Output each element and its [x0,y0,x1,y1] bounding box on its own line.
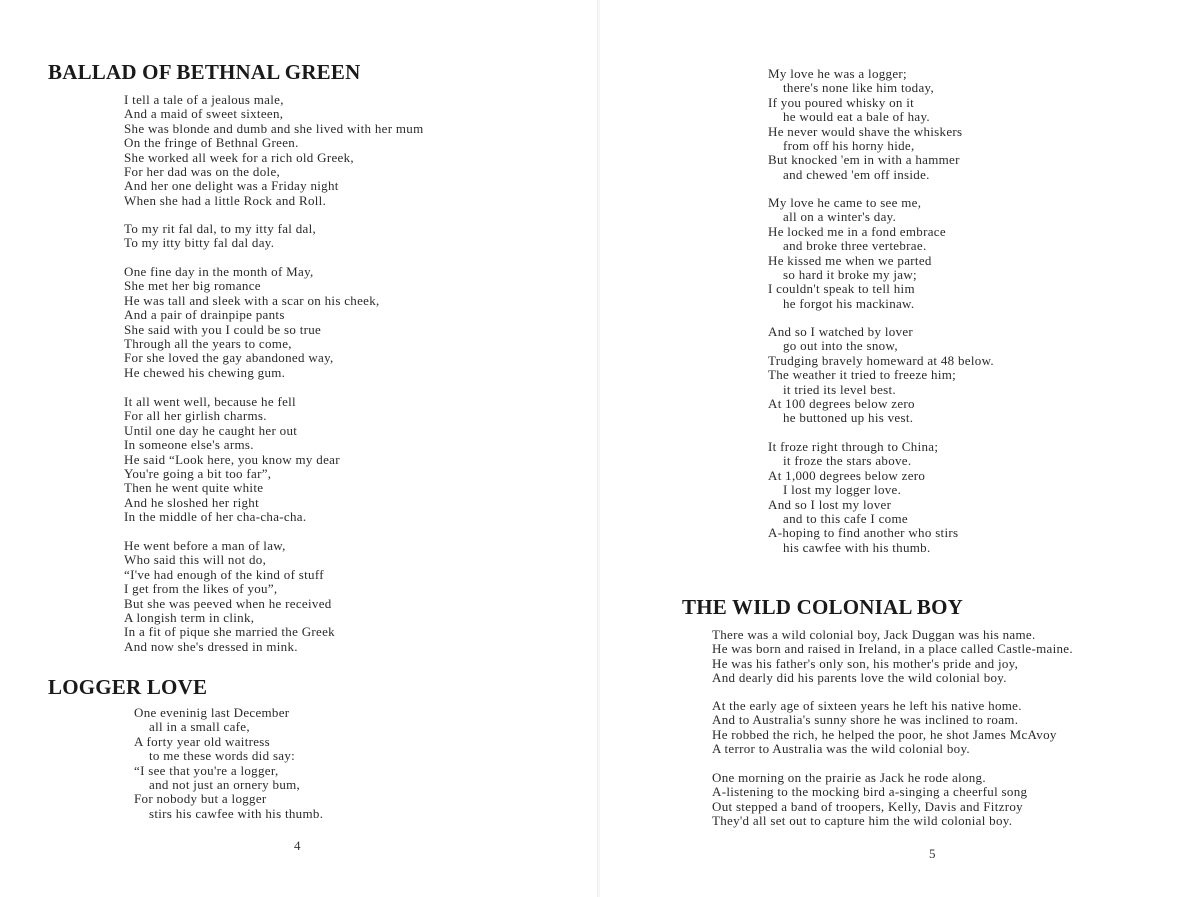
verse-line: My love he came to see me, [768,195,922,210]
verse-line: At 100 degrees below zero [768,396,915,412]
verse-line: For her dad was on the dole, [124,164,281,180]
verse-line: and chewed 'em off inside. [783,166,930,182]
verse-line: At 1,000 degrees below zero [768,467,926,483]
verse-line: A forty year old waitress [134,733,271,749]
verse-line: A-listening to the mocking bird a-singing a cheerful song [712,784,1028,800]
verse-line: A-hoping to find another who stirs [768,525,959,541]
verse-line: He never would shave the whiskers [768,123,963,139]
verse-line: You're going a bit too far”, [124,466,272,482]
verse-line: My love he was a logger; [768,66,907,81]
verse-line: In the middle of her cha-cha-cha. [124,509,307,525]
verse-line: There was a wild colonial boy, Jack Duggan was his name. [712,627,1036,642]
logger-stanza-4 [768,325,994,426]
logger-stanza-3 [768,196,946,311]
verse-line: He was born and raised in Ireland, in a place called Castle-maine. [712,641,1073,657]
verse-line: For she loved the gay abandoned way, [124,350,334,366]
verse-line: from off his horny hide, [783,138,915,154]
verse-line: One morning on the prairie as Jack he rode along. [712,770,986,785]
wild-stanza-2 [712,699,1057,757]
ballad-stanza-2 [124,265,380,380]
right-page [600,0,1201,897]
verse-line: his cawfee with his thumb. [783,539,931,555]
verse-line: He kissed me when we parted [768,252,932,268]
verse-line: She worked all week for a rich old Greek, [124,149,354,165]
logger-stanza-5 [768,440,958,555]
wild-stanza-1 [712,628,1073,686]
verse-line: it froze the stars above. [783,453,912,469]
verse-line: he would eat a bale of hay. [783,109,930,125]
verse-line: Then he went quite white [124,480,264,496]
verse-line: “I see that you're a logger, [134,762,279,778]
verse-line: For all her girlish charms. [124,408,267,424]
verse-line: and to this cafe I come [783,511,908,527]
verse-line: When she had a little Rock and Roll. [124,192,327,208]
verse-line: A longish term in clink, [124,610,255,626]
logger-stanza-1 [134,706,323,821]
verse-line: Out stepped a band of troopers, Kelly, Davis and Fitzroy [712,798,1023,814]
verse-line: She was blonde and dumb and she lived with her mum [124,120,424,136]
verse-line: She met her big romance [124,278,261,294]
verse-line: To my rit fal dal, to my itty fal dal, [124,221,317,236]
wild-colonial-boy-title: THE WILD COLONIAL BOY [682,595,963,619]
page-number: 5 [929,846,936,861]
verse-line: He was tall and sleek with a scar on his cheek, [124,292,380,308]
verse-line: Until one day he caught her out [124,422,298,438]
verse-line: If you poured whisky on it [768,94,915,110]
verse-line: and broke three vertebrae. [783,238,927,254]
ballad-title: BALLAD OF BETHNAL GREEN [48,60,361,84]
verse-line: he forgot his mackinaw. [783,295,915,311]
verse-line: And her one delight was a Friday night [124,178,339,194]
verse-line: It froze right through to China; [768,439,939,454]
verse-line: At the early age of sixteen years he left his native home. [712,698,1022,713]
verse-line: all on a winter's day. [783,209,897,225]
verse-line: And a maid of sweet sixteen, [124,106,284,122]
verse-line: I lost my logger love. [783,482,902,498]
verse-line: He went before a man of law, [124,538,286,553]
verse-line: For nobody but a logger [134,791,267,807]
verse-line: One fine day in the month of May, [124,264,314,279]
logger-title: LOGGER LOVE [48,675,208,699]
verse-line: I couldn't speak to tell him [768,281,915,297]
verse-line: Through all the years to come, [124,336,292,352]
logger-stanza-2 [768,67,962,182]
verse-line: Trudging bravely homeward at 48 below. [768,352,994,368]
ballad-stanza-1 [124,93,424,208]
verse-line: He chewed his chewing gum. [124,364,286,380]
verse-line: and not just an ornery bum, [149,777,301,793]
verse-line: go out into the snow, [783,338,898,354]
verse-line: “I've had enough of the kind of stuff [124,566,324,582]
verse-line: to me these words did say: [149,748,296,764]
verse-line: stirs his cawfee with his thumb. [149,805,324,821]
verse-line: And so I lost my lover [768,496,892,512]
verse-line: so hard it broke my jaw; [783,267,917,283]
ballad-chorus [124,222,316,251]
verse-line: And he sloshed her right [124,494,260,510]
verse-line: One eveninig last December [134,705,290,720]
ballad-stanza-4 [124,539,335,654]
verse-line: But she was peeved when he received [124,595,332,611]
verse-line: But knocked 'em in with a hammer [768,152,960,168]
verse-line: In a fit of pique she married the Greek [124,624,335,640]
left-page [0,0,598,897]
verse-line: all in a small cafe, [149,719,250,735]
verse-line: He was his father's only son, his mother's pride and joy, [712,655,1019,671]
verse-line: It all went well, because he fell [124,394,296,409]
verse-line: there's none like him today, [783,80,935,96]
verse-line: he buttoned up his vest. [783,410,914,426]
verse-line: He robbed the rich, he helped the poor, he shot James McAvoy [712,726,1057,742]
verse-line: And now she's dressed in mink. [124,638,298,654]
wild-stanza-3 [712,771,1027,829]
page-number: 4 [294,838,301,853]
verse-line: Who said this will not do, [124,552,267,568]
verse-line: And dearly did his parents love the wild colonial boy. [712,670,1007,686]
verse-line: it tried its level best. [783,381,896,397]
verse-line: The weather it tried to freeze him; [768,367,957,383]
verse-line: A terror to Australia was the wild colonial boy. [712,741,970,757]
verse-line: To my itty bitty fal dal day. [124,235,275,251]
verse-line: She said with you I could be so true [124,321,322,337]
verse-line: He said “Look here, you know my dear [124,451,340,467]
verse-line: And so I watched by lover [768,324,914,339]
verse-line: He locked me in a fond embrace [768,223,946,239]
verse-line: I tell a tale of a jealous male, [124,92,284,107]
verse-line: I get from the likes of you”, [124,581,278,597]
ballad-stanza-3 [124,395,340,525]
verse-line: They'd all set out to capture him the wild colonial boy. [712,813,1013,829]
verse-line: And a pair of drainpipe pants [124,307,285,323]
verse-line: And to Australia's sunny shore he was inclined to roam. [712,712,1019,728]
verse-line: In someone else's arms. [124,437,254,453]
verse-line: On the fringe of Bethnal Green. [124,135,299,151]
